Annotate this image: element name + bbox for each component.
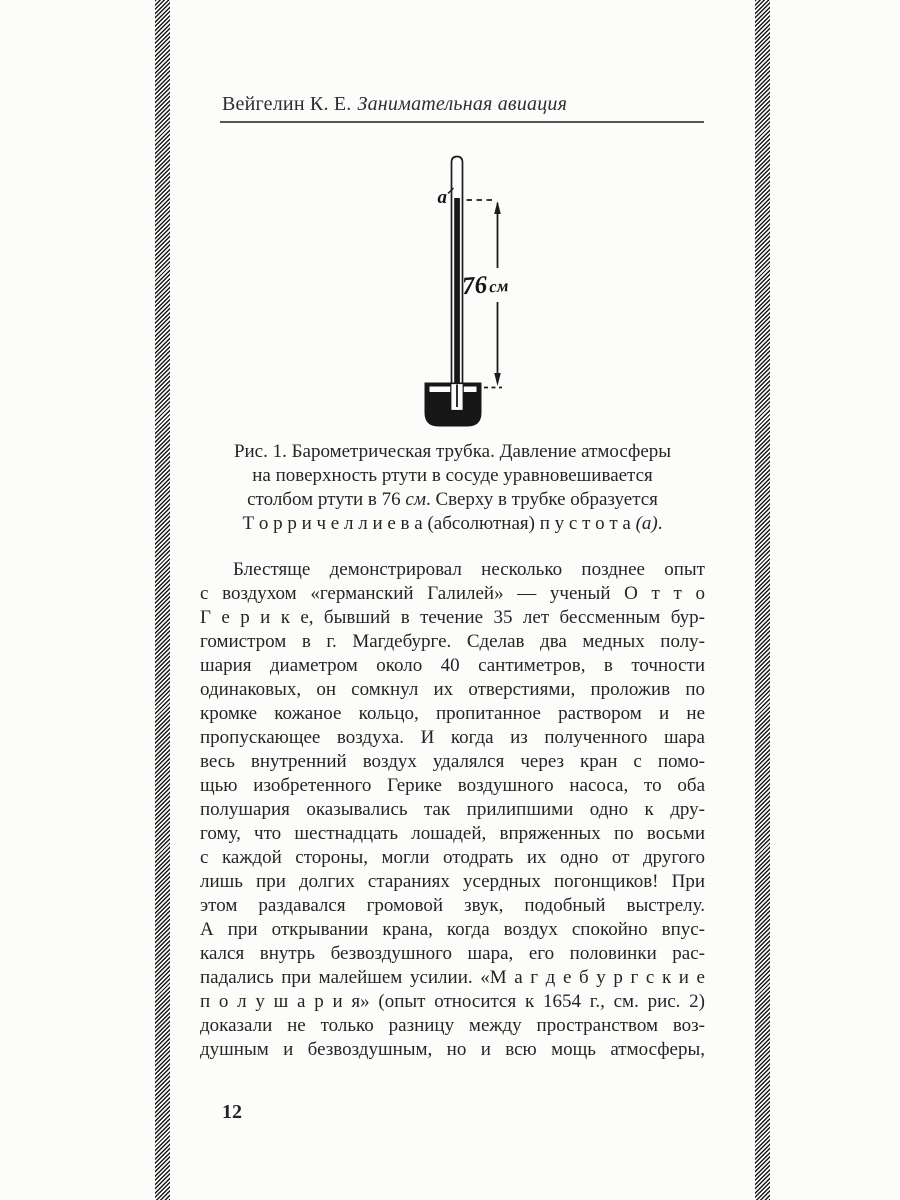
body-text-line: щью изобретенного Герике воздушного насоса, то оба [200,775,705,796]
left-hatch-border [155,0,170,1200]
body-text-line: полушария оказывались так прилипшими одно к дру- [200,799,705,820]
body-text-line: душным и безвоздушным, но и всю мощь атмосферы, [200,1039,705,1060]
body-text-line: Г е р и к е, бывший в течение 35 лет бессменным бур- [200,607,705,628]
page-number: 12 [222,1101,242,1123]
dimension-label: 76см [461,271,509,301]
book-title: Занимательная авиация [357,93,568,115]
header-rule [220,121,704,123]
body-text-line: пропускающее воздуха. И когда из полученного шара [200,727,705,748]
mercury-column [454,198,460,386]
body-text-line: с каждой стороны, могли отодрать их одно от другого [200,847,705,868]
body-text-line: А при открывании крана, когда воздух спокойно впус- [200,919,705,940]
body-text-line: шария диаметром около 40 сантиметров, в точности [200,655,705,676]
body-text-line: гомистром в г. Магдебурге. Сделав два медных полу- [200,631,705,652]
body-text-line: лишь при долгих стараниях усердных погонщиков! При [200,871,705,892]
caption-line: Рис. 1. Барометрическая трубка. Давление атмосферы [233,441,672,462]
body-text-line: падались при малейшем усилии. «М а г д е б у р г с к и е [200,967,705,988]
vacuum-label: а [437,187,447,208]
mercury-vessel [425,383,482,427]
caption-line: на поверхность ртути в сосуде уравновешивается [252,465,653,486]
body-text-line: кромке кожаное кольцо, пропитанное раствором и не [200,703,705,724]
figure-caption [198,440,707,536]
body-text-line: этом раздавался громовой звук, подобный выстрелу. [200,895,705,916]
barometric-tube-figure [420,147,530,439]
body-text-line: кался внутрь безвоздушного шара, его половинки рас- [200,943,705,964]
body-text-line: Блестяще демонстрировал несколько позднее опыт [233,559,705,580]
author-name: Вейгелин К. Е. [222,93,352,115]
caption-line: столбом ртути в 76 см. Сверху в трубке образуется [247,489,658,510]
right-hatch-border [755,0,770,1200]
body-text-line: с воздухом «германский Галилей» — ученый О т т о [200,583,705,604]
caption-line: Т о р р и ч е л л и е в а (абсолютная) п у с т о т а (а). [242,513,663,534]
body-text-line: гому, что шестнадцать лошадей, впряженных по восьми [200,823,705,844]
body-text-line: доказали не только разницу между пространством воз- [200,1015,705,1036]
running-header [222,92,567,116]
body-paragraph [200,558,705,1062]
body-text-line: п о л у ш а р и я» (опыт относится к 1654 г., см. рис. 2) [200,991,705,1012]
body-text-line: весь внутренний воздух удалялся через кран с помо- [200,751,705,772]
body-text-line: одинаковых, он сомкнул их отверстиями, проложив по [200,679,705,700]
